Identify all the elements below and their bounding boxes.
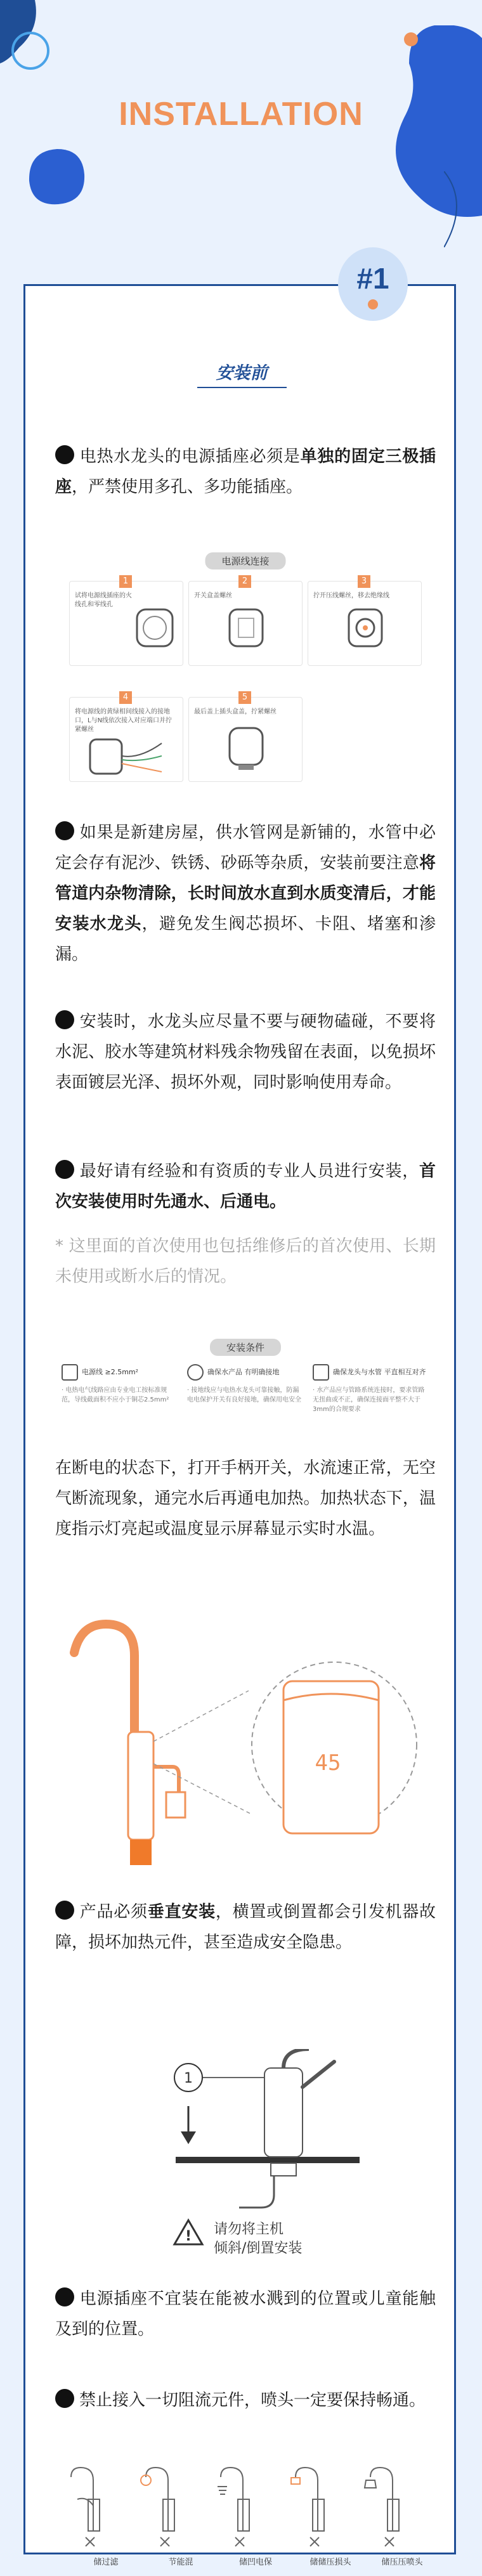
bullet-icon bbox=[55, 1901, 74, 1920]
temperature-display: 45 bbox=[315, 1750, 341, 1776]
fault-label: 储储压损头 bbox=[309, 2558, 351, 2567]
cross-icons bbox=[86, 2537, 394, 2546]
warning-text: 请勿将主机 倾斜/倒置安装 bbox=[214, 2221, 303, 2256]
bullet-icon bbox=[55, 1160, 74, 1179]
fault-label: 储压压喷头 bbox=[381, 2558, 423, 2567]
note-first-use: * 这里面的首次使用也包括维修后的首次使用、长期未使用或断水后的情况。 bbox=[55, 1237, 436, 1286]
step-1: 1 试将电源线插座的火线孔和零线孔 bbox=[69, 581, 183, 666]
step-badge bbox=[338, 247, 408, 321]
plug-closed-icon bbox=[225, 724, 268, 772]
diagram-title: 安装条件 bbox=[210, 1339, 281, 1356]
bullet-icon bbox=[55, 2389, 74, 2408]
paragraph-power-on: 在断电的状态下，打开手柄开关，水流速正常，无空气断流现象，通完水后再通电加热。加热状态下，温度指示灯亮起或温度显示屏幕显示实时水温。 bbox=[55, 1459, 436, 1538]
paragraph-professional: 最好请有经验和有资质的专业人员进行安装，首次安装使用时先通水、后通电。 bbox=[55, 1156, 436, 1217]
bullet-icon bbox=[55, 821, 74, 840]
wiring-icon bbox=[89, 737, 165, 777]
section-heading: 安装前 bbox=[25, 359, 458, 384]
decor-top-left bbox=[0, 0, 76, 76]
bullet-icon bbox=[55, 1010, 74, 1029]
step-4: 4 将电源线的黄绿相间线接入的接地口，L与N线依次接入对应端口并拧紧螺丝 bbox=[69, 697, 183, 782]
paragraph-no-restriction: 禁止接入一切阻流元件，喷头一定要保持畅通。 bbox=[55, 2385, 436, 2416]
step-3: 3 拧开压线螺丝，移去绝缘线 bbox=[308, 581, 422, 666]
bullet-icon bbox=[55, 2287, 74, 2306]
condition-item: 确保水产品 有明确接地 · 接地线应与电热水龙头可靠接触，防漏电电保护开关有良好接地，确保用电安全 bbox=[187, 1364, 303, 1434]
socket-icon bbox=[133, 606, 176, 650]
callout-number: 1 bbox=[184, 2071, 193, 2086]
step-2: 2 开关盒盖螺丝 bbox=[188, 581, 303, 666]
paragraph-installation-care: 安装时，水龙头应尽量不要与硬物磕碰，不要将水泥、胶水等建筑材料残余物残留在表面，以免损坏表面镀层光泽、损坏外观，同时影响使用寿命。 bbox=[55, 1006, 436, 1098]
fault-label: 节能混 bbox=[168, 2558, 193, 2567]
step-5: 5 最后盖上插头盒盖，拧紧螺丝 bbox=[188, 697, 303, 782]
down-arrow-icon bbox=[181, 2131, 196, 2144]
badge-dot-icon bbox=[368, 299, 378, 309]
bullet-icon bbox=[55, 445, 74, 464]
plug-open-icon bbox=[344, 606, 387, 650]
plug-box-icon bbox=[225, 606, 268, 650]
ground-icon bbox=[187, 1364, 204, 1381]
content-frame bbox=[23, 284, 456, 2567]
condition-item: 确保龙头与水管 平直相互对齐 · 水产品应与管路系统连接时，要求管路无扭曲或不正，确保连接面平整不大于3mm的合规要求 bbox=[313, 1364, 428, 1434]
condition-item: 电源线 ≥2.5mm² · 电热电气线路应由专业电工按标准规范，导线截面积不应小于铜芯2.5mm² bbox=[62, 1364, 177, 1434]
power-connection-diagram bbox=[55, 552, 436, 793]
svg-text:!: ! bbox=[185, 2228, 192, 2244]
paragraph-vertical-install: 产品必须垂直安装，横置或倒置都会引发机器故障，损坏加热元件，甚至造成安全隐患。 bbox=[55, 1897, 436, 1958]
install-conditions-diagram bbox=[55, 1339, 436, 1434]
diagram-title: 电源线连接 bbox=[205, 552, 285, 569]
power-line-icon bbox=[62, 1364, 78, 1381]
fault-label: 储过滤 bbox=[93, 2558, 119, 2567]
paragraph-socket: 电热水龙头的电源插座必须是单独的固定三极插座，严禁使用多孔、多功能插座。 bbox=[55, 441, 436, 502]
badge-number: #1 bbox=[356, 262, 389, 295]
faucet-display-illustration bbox=[55, 1605, 436, 1871]
page-title: INSTALLATION bbox=[119, 96, 363, 133]
decor-right-curve bbox=[444, 171, 482, 247]
pipe-align-icon bbox=[313, 1364, 329, 1381]
flow-restrictor-illustrations bbox=[55, 2461, 436, 2556]
paragraph-socket-position: 电源插座不宜装在能被水溅到的位置或儿童能触及到的位置。 bbox=[55, 2284, 436, 2345]
fault-label: 储凹电保 bbox=[238, 2558, 272, 2567]
decor-left-blob bbox=[25, 146, 89, 209]
paragraph-new-house: 如果是新建房屋，供水管网是新铺的，水管中必定会存有泥沙、铁锈、砂砾等杂质，安装前要注意将管道内杂物清除，长时间放水直到水质变清后，才能安装水龙头，避免发生阀芯损坏、卡阻、堵塞和渗漏。 bbox=[55, 817, 436, 970]
